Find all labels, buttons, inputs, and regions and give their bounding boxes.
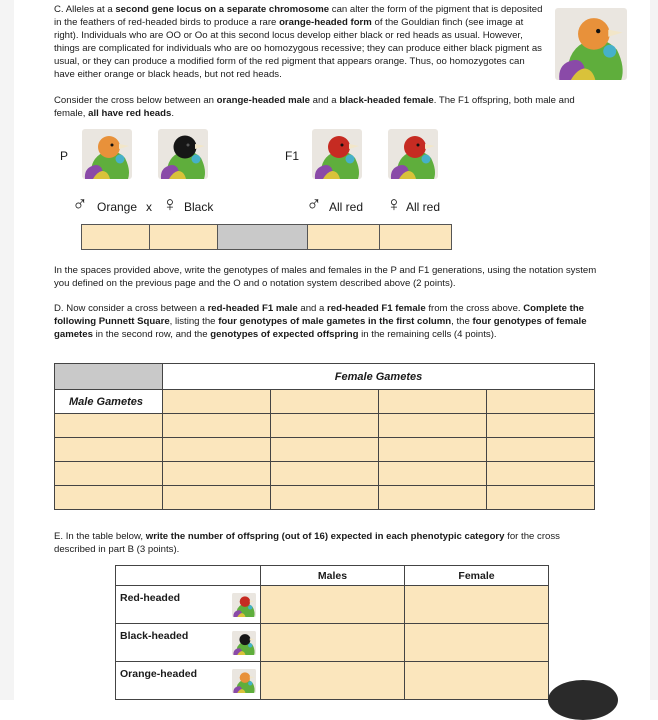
black-label: Black [184,200,214,214]
text-run: in the remaining cells (4 points). [358,329,497,340]
f1-red-female-image [388,129,438,179]
page-left-margin [0,0,14,700]
punnett-square [54,363,595,510]
offspring-cell[interactable] [163,438,271,462]
black-finch-illustration [232,630,256,656]
text-run-bold: orange-headed form [279,17,372,28]
text-run: D. Now consider a cross between a [54,303,208,314]
red-finch-illustration [232,592,256,618]
offspring-cell[interactable] [379,462,487,486]
text-run-bold: red-headed F1 male [207,303,298,314]
offspring-cell[interactable] [487,438,595,462]
p-black-female-image [158,129,208,179]
f1-female-genotype-box[interactable] [379,224,452,250]
offspring-cell[interactable] [379,438,487,462]
black-finch-illustration [158,129,208,179]
text-run-bold: four genotypes of female gametes [54,316,587,340]
section-c-text [54,3,548,81]
red-finch-thumbnail [232,592,256,618]
text-run-bold: black-headed female [339,95,434,106]
red-finch-illustration [388,129,438,179]
offspring-cell[interactable] [379,414,487,438]
orange-finch-illustration [555,8,627,80]
males-column-header: Males [261,566,405,586]
female-gamete-cell[interactable] [163,390,271,414]
row-label-text: Black-headed [120,630,189,642]
black-headed-row-label [116,624,261,662]
p-female-genotype-box[interactable] [149,224,218,250]
phenotype-table [115,565,549,700]
female-symbol: ♀ [386,193,402,216]
female-gamete-cell[interactable] [379,390,487,414]
male-symbol: ♂ [306,193,322,216]
genotype-divider [217,224,308,250]
text-run-bold: genotypes of expected offspring [210,329,359,340]
text-run: can alter the form of the pigment that is deposited in the feathers of red-headed birds to produce a rare [54,4,543,28]
orange-female-count-cell[interactable] [405,662,549,700]
text-run-bold: red-headed F1 female [327,303,426,314]
text-run-bold: four genotypes of male gametes in the first column [218,316,452,327]
offspring-cell[interactable] [487,414,595,438]
f1-male-genotype-box[interactable] [307,224,380,250]
cross-x-label: x [146,200,152,214]
offspring-cell[interactable] [163,414,271,438]
text-run: and a [309,95,340,106]
red-head-shape [404,136,426,158]
row-label-text: Orange-headed [120,668,198,680]
orange-finch-illustration [82,129,132,179]
red-headed-row-label [116,586,261,624]
text-run: of the Gouldian finch (see image at right). Individuals who are OO or Oo at this second locus develop either black or red heads as usual. However, things are complicated for individuals who are oo homozygous recessive; they can produce either black pigment as usual, or they can produce a modified form of the red pigment that appears orange. Thus, oo homozygotes can have either orange or black heads, but not red heads. [54,17,542,80]
phenotype-corner-cell [116,566,261,586]
page-right-margin [650,0,658,700]
male-gamete-cell[interactable] [55,486,163,510]
text-run: Consider the cross below between an [54,95,217,106]
offspring-cell[interactable] [271,462,379,486]
text-run: . The F1 offspring, both male and female, [54,95,575,119]
text-run: from the cross above. [425,303,524,314]
male-gamete-cell[interactable] [55,438,163,462]
offspring-cell[interactable] [271,438,379,462]
offspring-cell[interactable] [271,414,379,438]
text-run: in the second row, and the [92,329,211,340]
female-gametes-header: Female Gametes [163,364,595,390]
section-d-text [54,302,604,341]
female-column-header: Female [405,566,549,586]
female-symbol: ♀ [162,193,178,216]
orange-head-shape [98,136,120,158]
red-female-count-cell[interactable] [405,586,549,624]
red-finch-illustration [312,129,362,179]
f1-red-male-image [312,129,362,179]
offspring-cell[interactable] [487,462,595,486]
offspring-cell[interactable] [271,486,379,510]
offspring-cell[interactable] [487,486,595,510]
section-e-text [54,530,604,556]
black-males-count-cell[interactable] [261,624,405,662]
row-label-text: Red-headed [120,592,181,604]
male-gamete-cell[interactable] [55,462,163,486]
female-gamete-cell[interactable] [271,390,379,414]
offspring-cell[interactable] [163,486,271,510]
red-head-shape [328,136,350,158]
orange-males-count-cell[interactable] [261,662,405,700]
black-female-count-cell[interactable] [405,624,549,662]
text-run: and a [297,303,328,314]
male-gamete-cell[interactable] [55,414,163,438]
punnett-corner-cell [55,364,163,390]
male-gametes-header: Male Gametes [55,390,163,414]
text-run-bold: second gene locus on a separate chromosome [115,4,330,15]
genotype-instructions: In the spaces provided above, write the genotypes of males and females in the P and F1 generations, using the notation system you defined on the previous page and the O and o notation system described above (2 points). [54,265,597,289]
all-red-female-label: All red [406,200,441,214]
text-run: E. In the table below, [54,531,146,542]
male-symbol: ♂ [72,193,88,216]
text-run-bold: orange-headed male [216,95,310,106]
orange-head-shape [578,18,610,50]
orange-finch-illustration [232,668,256,694]
text-run: C. Alleles at a [54,4,116,15]
orange-headed-finch-image [555,8,627,80]
p-orange-male-image [82,129,132,179]
overlay-button-edge[interactable] [548,680,618,720]
offspring-cell[interactable] [379,486,487,510]
text-run-bold: Complete the following Punnett Square [54,303,585,327]
female-gamete-cell[interactable] [487,390,595,414]
black-head-shape [174,136,197,159]
text-run: . [171,108,174,119]
red-males-count-cell[interactable] [261,586,405,624]
text-run: for the cross described in part B (3 points). [54,531,560,555]
text-run: , listing the [169,316,219,327]
cross-description [54,94,604,120]
p-male-genotype-box[interactable] [81,224,150,250]
text-run: , the [451,316,473,327]
black-finch-thumbnail [232,630,256,656]
f1-generation-label: F1 [285,149,300,163]
p-generation-label: P [60,149,69,163]
orange-finch-thumbnail [232,668,256,694]
orange-label: Orange [97,200,138,214]
all-red-male-label: All red [329,200,364,214]
text-run-bold: all have red heads [88,108,172,119]
text-run-bold: write the number of offspring (out of 16) expected in each phenotypic category [145,531,505,542]
orange-headed-row-label [116,662,261,700]
offspring-cell[interactable] [163,462,271,486]
